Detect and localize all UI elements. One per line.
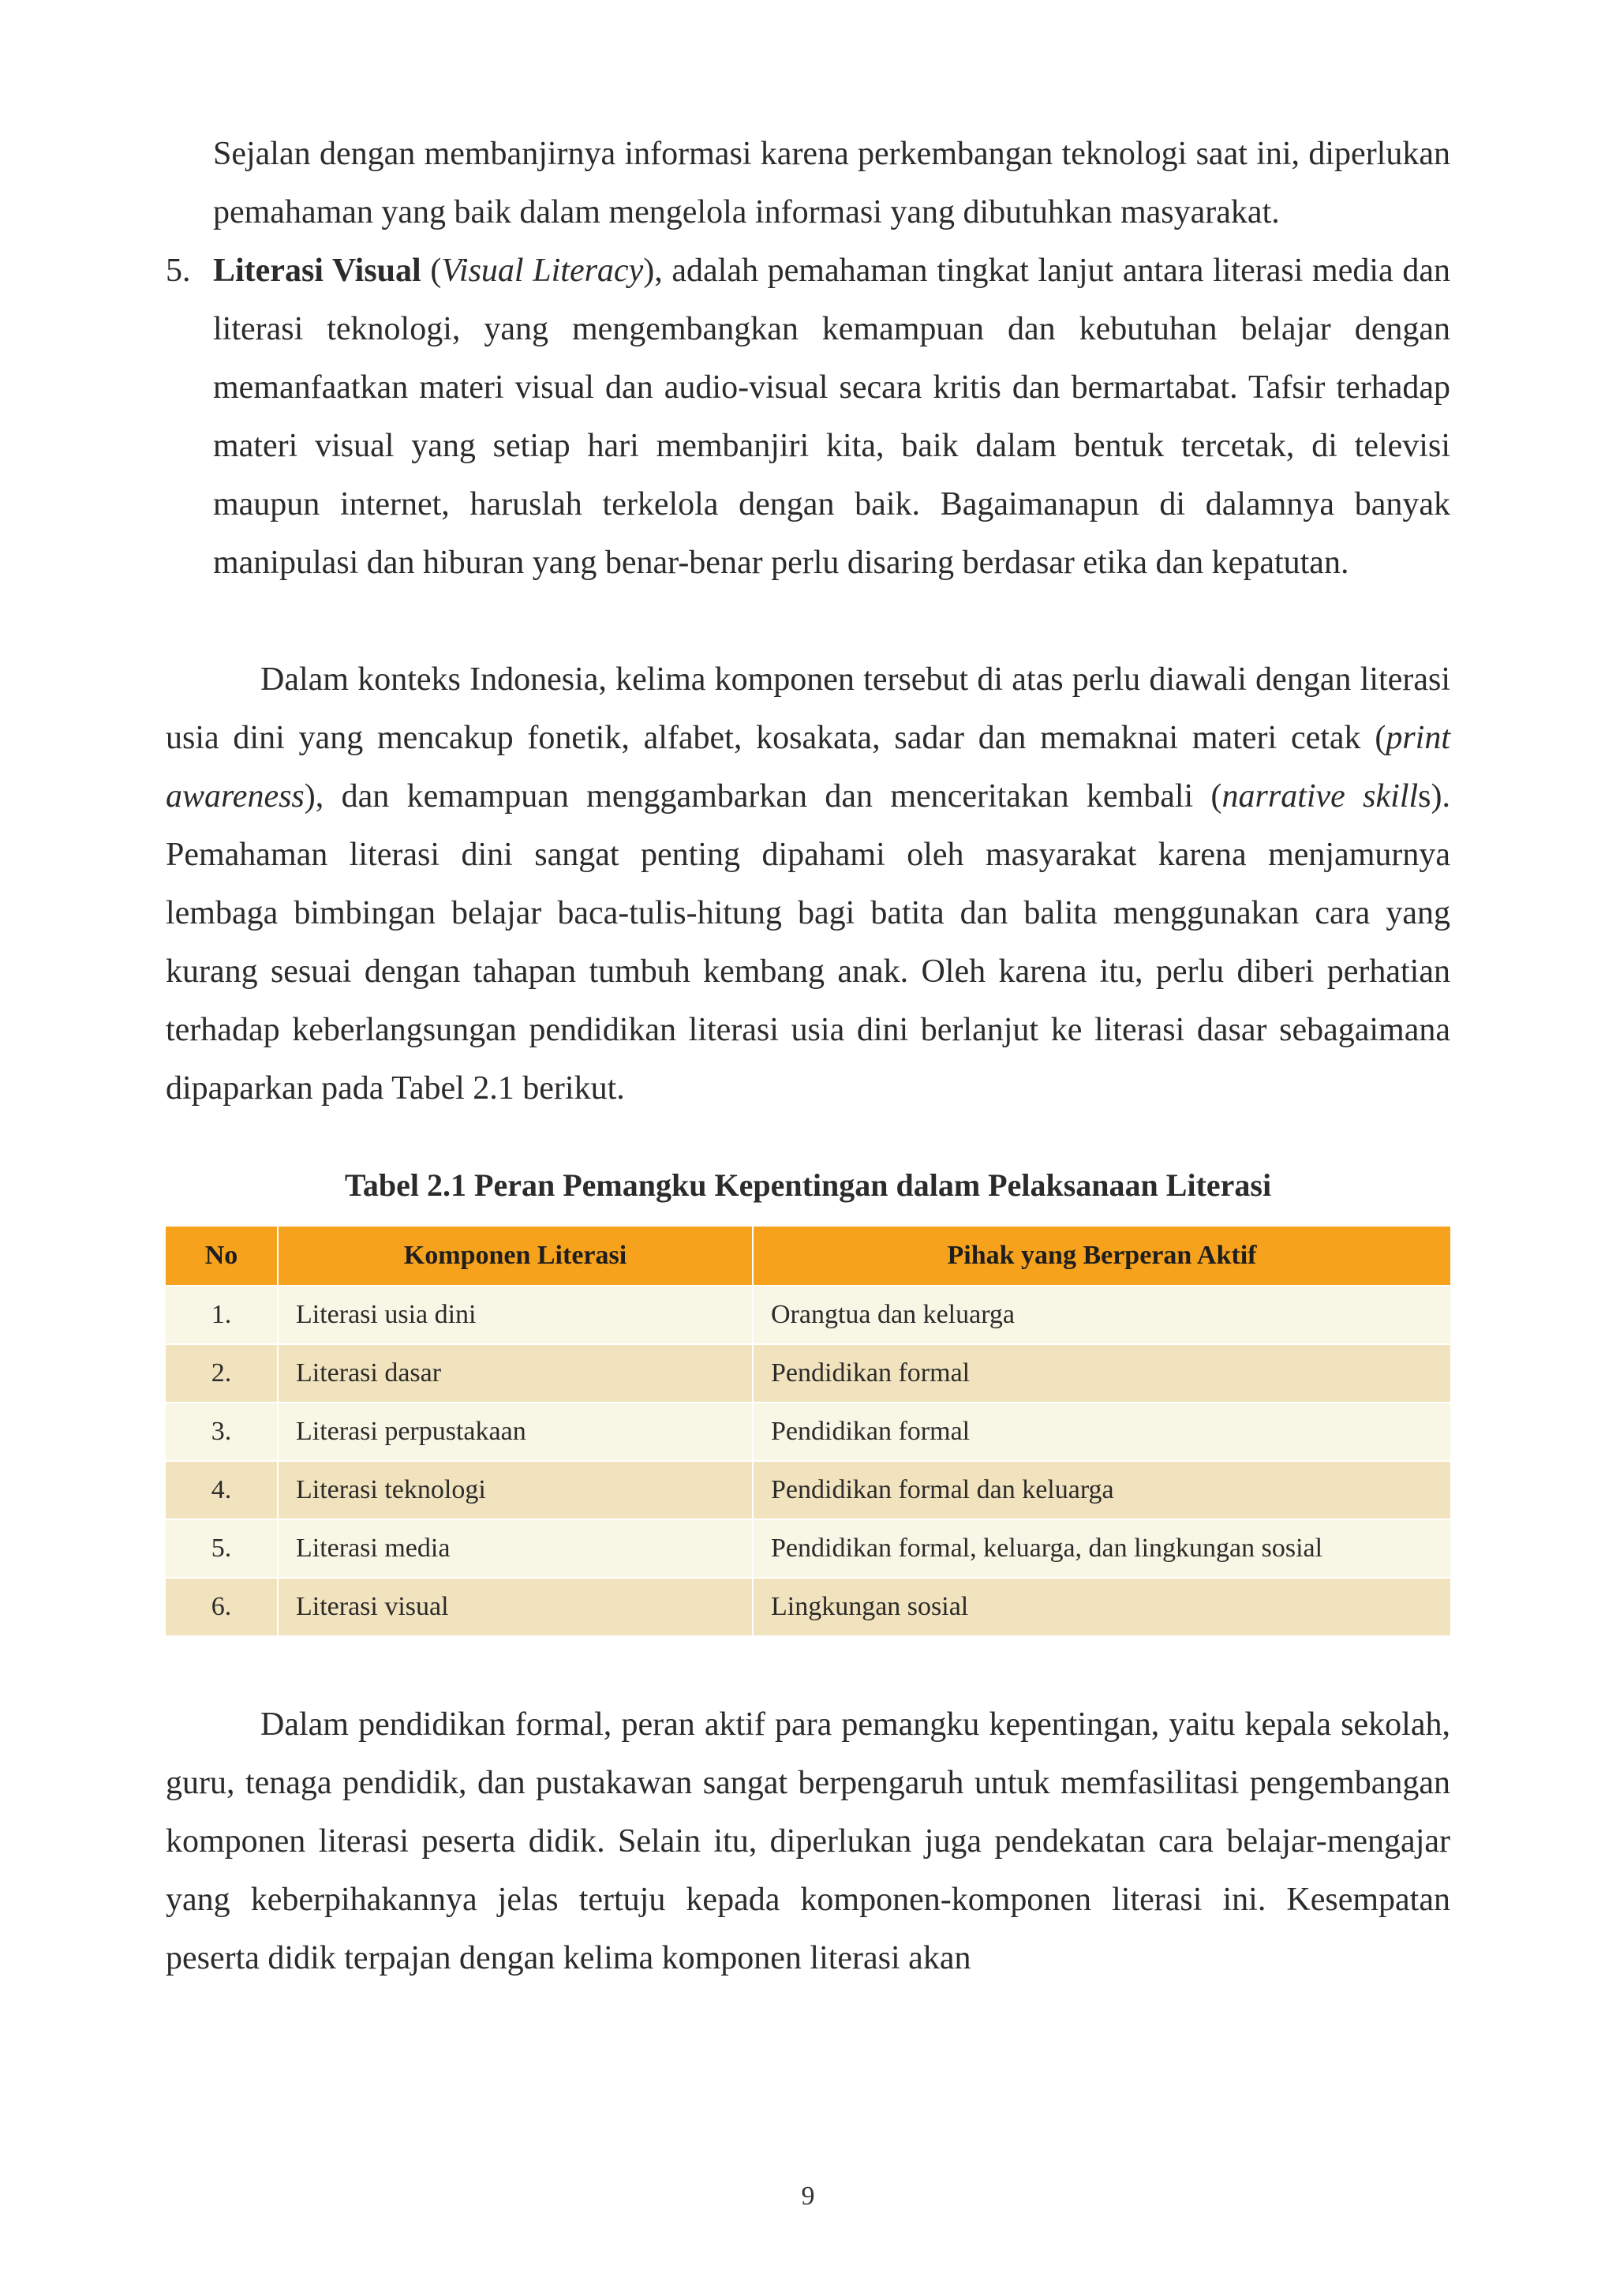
definition-text: ), adalah pemahaman tingkat lanjut antara literasi media dan literasi teknologi, yang mengembangkan kemampuan dan kebutuhan belajar dengan memanfaatkan materi visual dan audio-visual secara kritis dan bermartabat. Tafsir terhadap materi visual yang setiap hari membanjiri kita, baik dalam bentuk tercetak, di televisi maupun internet, haruslah terkelola dengan baik. Bagaimanapun di dalamnya banyak manipulasi dan hiburan yang benar-benar perlu disaring berdasar etika dan kepatutan. xyxy=(213,253,1450,581)
cell-komponen: Literasi perpustakaan xyxy=(278,1403,753,1461)
paragraph-text: ), dan kemampuan menggambarkan dan menceritakan kembali ( xyxy=(304,778,1222,815)
italic-term: narrative skill xyxy=(1221,778,1419,815)
paragraph-pendidikan-formal: Dalam pendidikan formal, peran aktif para pemangku kepentingan, yaitu kepala sekolah, guru, tenaga pendidik, dan pustakawan sangat berpengaruh untuk memfasilitasi pengembangan komponen literasi peserta didik. Selain itu, diperlukan juga pendekatan cara belajar-mengajar yang keberpihakannya jelas tertuju kepada komponen-komponen literasi ini. Kesempatan peserta didik terpajan dengan kelima komponen literasi akan xyxy=(166,1706,1450,1976)
cell-pihak: Orangtua dan keluarga xyxy=(753,1286,1450,1344)
cell-komponen: Literasi visual xyxy=(278,1578,753,1635)
paragraph-text: s). Pemahaman literasi dini sangat penting dipahami oleh masyarakat karena menjamurnya lembaga bimbingan belajar baca-tulis-hitung bagi batita dan balita menggunakan cara yang kurang sesuai dengan tahapan tumbuh kembang anak. Oleh karena itu, perlu diberi perhatian terhadap keberlangsungan pendidikan literasi usia dini berlanjut ke literasi dasar sebagaimana dipaparkan pada Tabel 2.1 berikut. xyxy=(166,778,1450,1107)
table-row xyxy=(166,1519,1450,1578)
header-no: No xyxy=(166,1227,278,1286)
list-item-5 xyxy=(166,242,1450,592)
paren-open: ( xyxy=(421,253,442,289)
cell-komponen: Literasi media xyxy=(278,1519,753,1578)
cell-pihak: Pendidikan formal, keluarga, dan lingkungan sosial xyxy=(753,1519,1450,1578)
page-number: 9 xyxy=(801,2182,815,2211)
cell-no: 5. xyxy=(166,1519,278,1578)
cell-no: 2. xyxy=(166,1344,278,1403)
cell-no: 4. xyxy=(166,1461,278,1519)
term-english: Visual Literacy xyxy=(441,253,644,289)
header-pihak: Pihak yang Berperan Aktif xyxy=(753,1227,1450,1286)
cell-pihak: Pendidikan formal xyxy=(753,1403,1450,1461)
table-header-row xyxy=(166,1227,1450,1286)
table-row xyxy=(166,1344,1450,1403)
paragraph-text: Dalam konteks Indonesia, kelima komponen tersebut di atas perlu diawali dengan literasi usia dini yang mencakup fonetik, alfabet, kosakata, sadar dan memaknai materi cetak ( xyxy=(166,661,1450,756)
list-item-4-continuation xyxy=(213,125,1450,242)
list-number: 5. xyxy=(166,253,191,289)
cell-pihak: Pendidikan formal xyxy=(753,1344,1450,1403)
term-bold: Literasi Visual xyxy=(213,253,421,289)
paragraph-konteks-indonesia xyxy=(166,650,1450,1118)
table-row xyxy=(166,1461,1450,1519)
cell-komponen: Literasi usia dini xyxy=(278,1286,753,1344)
table-row xyxy=(166,1403,1450,1461)
list-item-5-text xyxy=(213,242,1450,592)
cell-no: 6. xyxy=(166,1578,278,1635)
page-content xyxy=(166,125,1450,1987)
table-row xyxy=(166,1286,1450,1344)
cell-komponen: Literasi teknologi xyxy=(278,1461,753,1519)
table-row xyxy=(166,1578,1450,1635)
italic-term: print awareness xyxy=(166,720,1450,815)
table-caption: Tabel 2.1 Peran Pemangku Kepentingan dalam Pelaksanaan Literasi xyxy=(344,1167,1272,1203)
continuation-text: Sejalan dengan membanjirnya informasi karena perkembangan teknologi saat ini, diperlukan pemahaman yang baik dalam mengelola informasi yang dibutuhkan masyarakat. xyxy=(213,136,1450,230)
header-komponen: Komponen Literasi xyxy=(278,1227,753,1286)
cell-pihak: Pendidikan formal dan keluarga xyxy=(753,1461,1450,1519)
cell-pihak: Lingkungan sosial xyxy=(753,1578,1450,1635)
cell-no: 3. xyxy=(166,1403,278,1461)
literacy-roles-table xyxy=(166,1227,1450,1635)
cell-komponen: Literasi dasar xyxy=(278,1344,753,1403)
cell-no: 1. xyxy=(166,1286,278,1344)
